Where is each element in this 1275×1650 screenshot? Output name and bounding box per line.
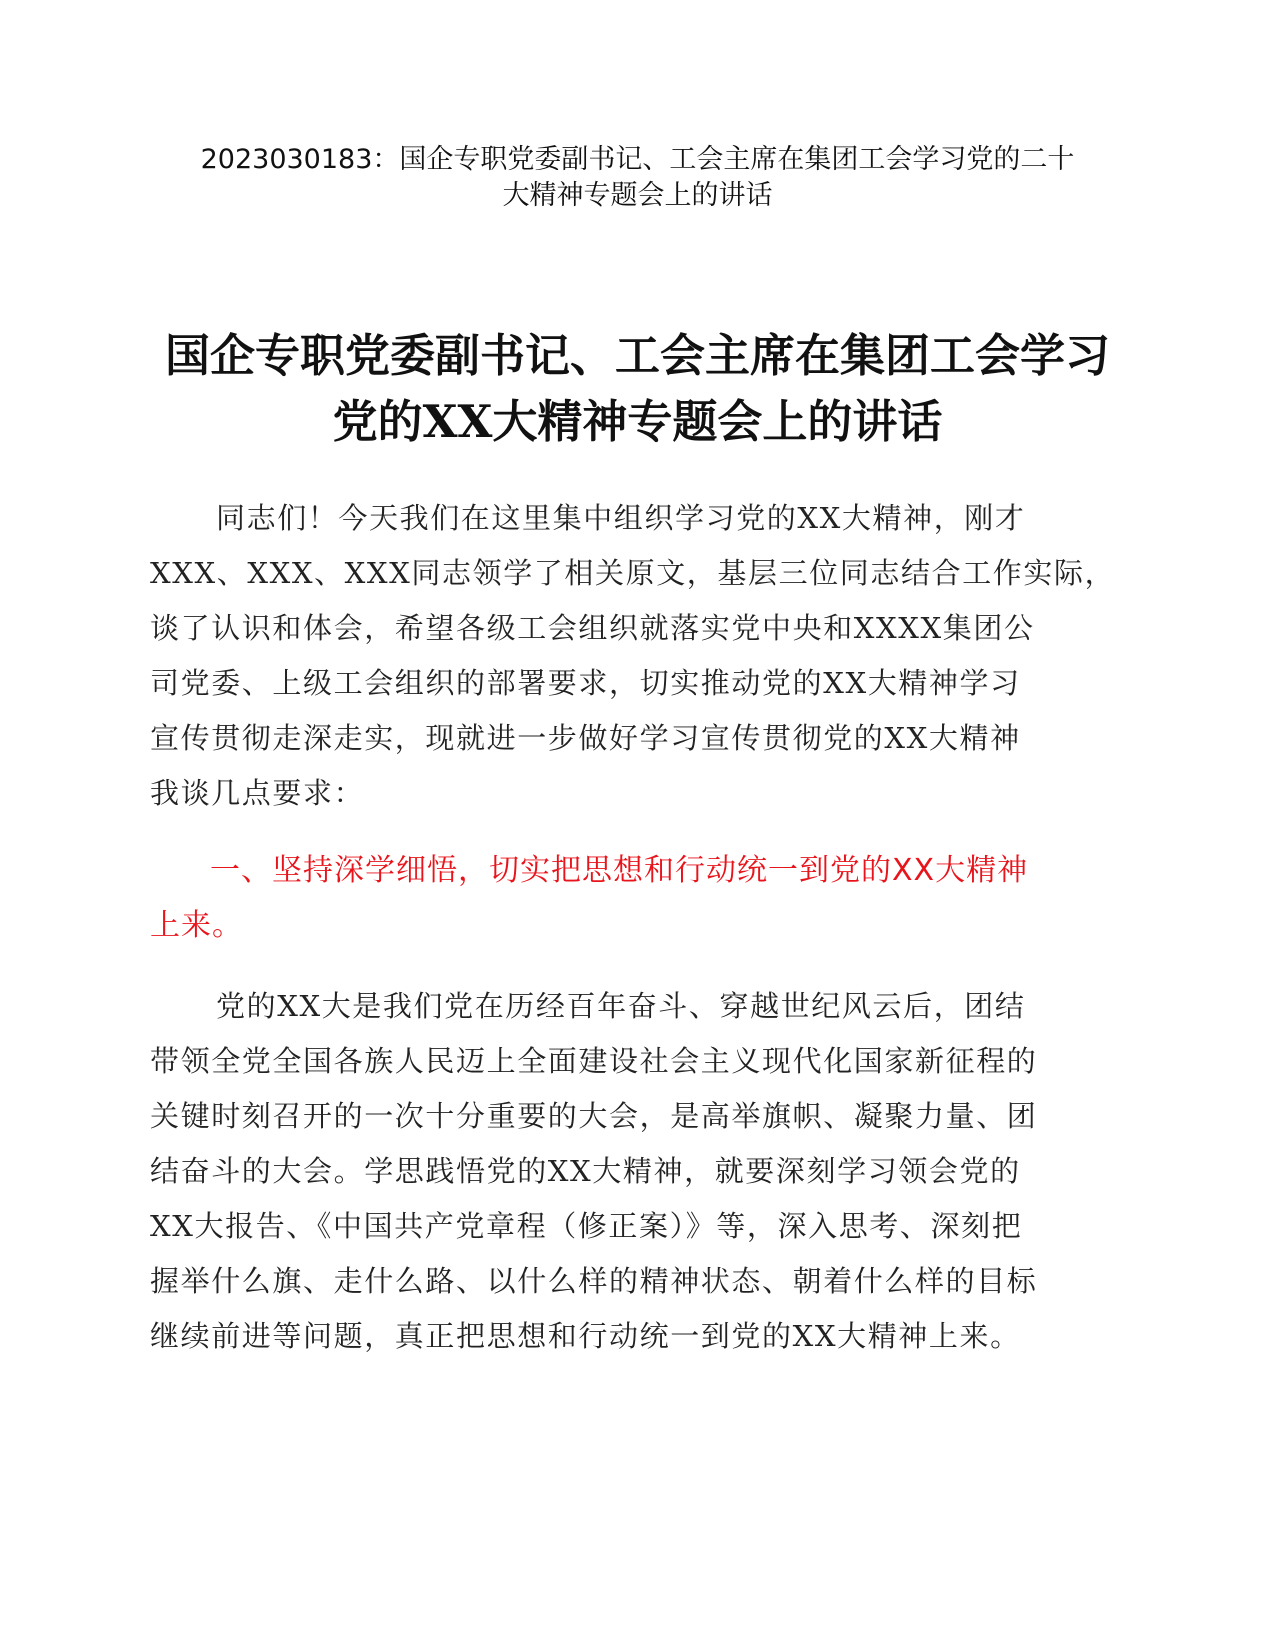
section-1-paragraph-line: 带领全党全国各族人民迈上全面建设社会主义现代化国家新征程的 — [150, 1044, 1038, 1078]
document-header-line-1: 2023030183：国企专职党委副书记、工会主席在集团工会学习党的二十 — [200, 144, 1075, 175]
section-1-heading-line-2: 上来。 — [150, 908, 243, 943]
intro-paragraph-line: 谈了认识和体会，希望各级工会组织就落实党中央和XXXX集团公 — [150, 611, 1035, 645]
document-header-line-2: 大精神专题会上的讲话 — [502, 180, 773, 211]
intro-paragraph-line: 同志们！今天我们在这里集中组织学习党的XX大精神，刚才 — [216, 501, 1026, 535]
intro-paragraph-line: 我谈几点要求： — [150, 776, 365, 810]
intro-paragraph-line: XXX、XXX、XXX同志领学了相关原文，基层三位同志结合工作实际， — [150, 556, 1116, 590]
intro-paragraph-line: 宣传贯彻走深走实，现就进一步做好学习宣传贯彻党的XX大精神 — [150, 721, 1021, 755]
document-title-line-2: 党的XX大精神专题会上的讲话 — [332, 395, 943, 448]
section-1-paragraph-line: 结奋斗的大会。学思践悟党的XX大精神，就要深刻学习领会党的 — [150, 1154, 1021, 1188]
document-title-line-1: 国企专职党委副书记、工会主席在集团工会学习 — [164, 329, 1110, 382]
section-1-paragraph-line: 关键时刻召开的一次十分重要的大会，是高举旗帜、凝聚力量、团 — [150, 1099, 1038, 1133]
section-1-paragraph-line: 握举什么旗、走什么路、以什么样的精神状态、朝着什么样的目标 — [150, 1264, 1038, 1298]
section-1-paragraph-line: 党的XX大是我们党在历经百年奋斗、穿越世纪风云后，团结 — [216, 989, 1026, 1023]
section-1-heading-line-1: 一、坚持深学细悟，切实把思想和行动统一到党的XX大精神 — [210, 853, 1029, 888]
section-1-paragraph-line: XX大报告、《中国共产党章程（修正案）》等，深入思考、深刻把 — [150, 1209, 1023, 1243]
section-1-paragraph-line: 继续前进等问题，真正把思想和行动统一到党的XX大精神上来。 — [150, 1319, 1021, 1353]
intro-paragraph-line: 司党委、上级工会组织的部署要求，切实推动党的XX大精神学习 — [150, 666, 1021, 700]
